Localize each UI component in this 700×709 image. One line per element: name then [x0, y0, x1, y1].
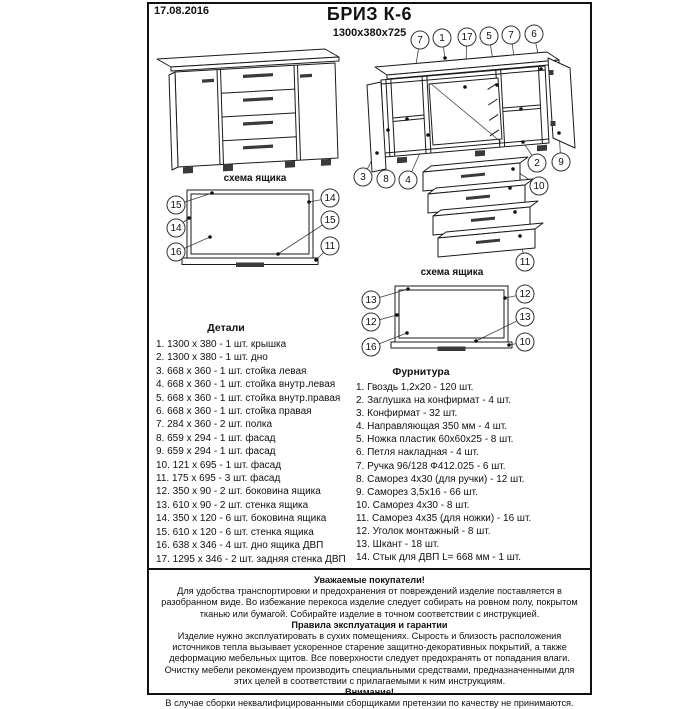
svg-text:10: 10: [533, 181, 545, 193]
parts-list-item: 16. 638 х 346 - 4 шт. дно ящика ДВП: [156, 540, 324, 552]
callout-3-side-left: [354, 168, 372, 186]
customer-notice: [147, 568, 592, 709]
parts-list-item: 14. 350 х 120 - 6 шт. боковина ящика: [156, 513, 327, 525]
svg-text:14: 14: [324, 193, 336, 205]
parts-list-item: 3. 668 х 360 - 1 шт. стойка левая: [156, 365, 307, 377]
hardware-list: [356, 366, 588, 564]
parts-list-item: 2. 1300 х 380 - 1 шт. дно: [156, 352, 268, 364]
hardware-list-item: 5. Ножка пластик 60х60х25 - 8 шт.: [356, 434, 514, 446]
notice-heading: Уважаемые покупатели!: [314, 575, 425, 585]
callout-13-wall: [362, 291, 380, 309]
hardware-list-item: 14. Стык для ДВП L= 668 мм - 1 шт.: [356, 552, 521, 564]
hinge-icon: [549, 70, 554, 75]
hardware-list-item: 2. Заглушка на конфирмат - 4 шт.: [356, 395, 512, 407]
svg-text:17: 17: [461, 32, 473, 44]
notice-paragraph: В случае сборки неквалифицированными сборщиками претензии по качеству не принимаются.: [165, 698, 574, 709]
hardware-list-item: 8. Саморез 4х30 (для ручки) - 12 шт.: [356, 473, 525, 485]
parts-list-item: 11. 175 х 695 - 3 шт. фасад: [156, 473, 281, 485]
drawer-handle: [438, 347, 466, 352]
callout-12-side: [516, 285, 534, 303]
callout-17-back: [458, 28, 476, 46]
callout-5-partition: [480, 27, 498, 45]
svg-text:7: 7: [417, 35, 423, 47]
svg-text:1: 1: [439, 33, 445, 45]
callout-7-shelf-left: [411, 31, 429, 49]
svg-text:11: 11: [519, 257, 531, 269]
svg-text:3: 3: [360, 172, 366, 184]
parts-list-item: 8. 659 х 294 - 1 шт. фасад: [156, 432, 276, 444]
figure-title: схема ящика: [420, 267, 484, 278]
callout-12-side: [362, 313, 380, 331]
svg-text:15: 15: [324, 215, 336, 227]
parts-list-title: Детали: [207, 322, 245, 334]
svg-text:4: 4: [405, 175, 411, 187]
foot: [183, 167, 193, 174]
callout-9-door-right: [552, 153, 570, 171]
parts-list-item: 5. 668 х 360 - 1 шт. стойка внутр.правая: [156, 392, 341, 404]
callout-10-facade-small: [530, 177, 548, 195]
foot: [285, 161, 295, 168]
callout-16-bottom: [167, 243, 185, 261]
svg-text:6: 6: [531, 29, 537, 41]
svg-text:11: 11: [324, 241, 336, 253]
callout-11-facade: [321, 237, 339, 255]
svg-text:16: 16: [365, 342, 377, 354]
hardware-list-items: [356, 381, 588, 564]
parts-list-item: 6. 668 х 360 - 1 шт. стойка правая: [156, 406, 312, 418]
svg-text:2: 2: [534, 158, 540, 170]
svg-text:14: 14: [170, 223, 182, 235]
notice-heading: Правила эксплуатация и гарантии: [291, 619, 448, 630]
notice-heading: Внимание!: [345, 687, 394, 698]
parts-list-item: 10. 121 х 695 - 1 шт. фасад: [156, 459, 282, 471]
svg-text:13: 13: [519, 312, 531, 324]
figure-front-view: [157, 49, 339, 174]
callout-1-top: [433, 29, 451, 47]
svg-text:15: 15: [170, 200, 182, 212]
svg-text:7: 7: [508, 30, 514, 42]
callout-16-bottom: [362, 338, 380, 356]
callout-4-partition-left: [399, 171, 417, 189]
parts-list-item: 13. 610 х 90 - 2 шт. стенка ящика: [156, 499, 309, 511]
technical-drawings: [145, 20, 595, 370]
parts-list: [156, 322, 356, 566]
hardware-list-item: 11. Саморез 4х35 (для ножки) - 16 шт.: [356, 512, 532, 524]
foot: [475, 150, 485, 156]
callout-13-wall: [516, 308, 534, 326]
callout-8-door-left: [377, 170, 395, 188]
parts-list-item: 12. 350 х 90 - 2 шт. боковина ящика: [156, 486, 321, 498]
page-title: БРИЗ К-6: [326, 4, 413, 24]
notice-paragraph: Изделие нужно эксплуатировать в сухих помещениях. Сырость и близость расположения источников тепла вызывает ускоренное старение защитно-декоративных покрытий, а также деформацию мебельных щитов. Все поверхности следует предохранять от попадания влаги. Очистку мебели рекомендуем производить специальными средствами, предназначенными для этих целей в соответствии с прилагаемыми к ним инструкциям.: [164, 631, 575, 686]
hardware-list-title: Фурнитура: [392, 366, 450, 378]
svg-text:12: 12: [519, 289, 531, 301]
foot: [321, 159, 331, 166]
hardware-list-item: 9. Саморез 3,5х16 - 66 шт.: [356, 486, 478, 498]
svg-text:12: 12: [365, 317, 377, 329]
figure-drawer-scheme-large: [167, 173, 339, 267]
callout-2-bottom: [528, 154, 546, 172]
callout-6-side-right: [525, 25, 543, 43]
hardware-list-item: 10. Саморез 4х30 - 8 шт.: [356, 499, 470, 511]
product-dimensions: 1300х380х725: [332, 27, 407, 39]
foot: [397, 157, 407, 163]
hardware-list-item: 13. Шкант - 18 шт.: [356, 539, 440, 551]
hardware-list-item: 6. Петля накладная - 4 шт.: [356, 447, 479, 459]
parts-list-item: 9. 659 х 294 - 1 шт. фасад: [156, 446, 276, 458]
hinge-icon: [551, 121, 556, 126]
notice-paragraph: Для удобства транспортировки и предохранения от повреждений изделие поставляется в разобранном виде. Во избежание перекоса изделие следует собирать на ровном полу, покрытом тканью или бумагой. Собирайте изделие в точном соответствии с инструкцией.: [161, 586, 578, 619]
callout-14-side: [321, 189, 339, 207]
hardware-list-item: 7. Ручка 96/128 Ф412.025 - 6 шт.: [356, 460, 506, 472]
parts-list-item: 1. 1300 х 380 - 1 шт. крышка: [156, 339, 287, 350]
hardware-list-item: 4. Направляющая 350 мм - 4 шт.: [356, 421, 507, 433]
svg-text:5: 5: [486, 31, 492, 43]
svg-text:16: 16: [170, 247, 182, 259]
parts-list-item: 4. 668 х 360 - 1 шт. стойка внутр.левая: [156, 379, 336, 391]
callout-15-wall: [167, 196, 185, 214]
callout-14-side: [167, 219, 185, 237]
callout-15-wall: [321, 211, 339, 229]
parts-list-item: 17. 1295 х 346 - 2 шт. задняя стенка ДВП: [156, 553, 346, 565]
callout-10-facade: [516, 333, 534, 351]
callout-11-facade-large: [516, 253, 534, 271]
hardware-list-item: 1. Гвоздь 1,2х20 - 120 шт.: [356, 382, 474, 393]
callout-7-shelf-right: [502, 26, 520, 44]
drawer-walls-outer: [187, 190, 313, 258]
document-date: 17.08.2016: [154, 5, 210, 17]
drawer-handle: [236, 263, 264, 268]
svg-text:13: 13: [365, 295, 377, 307]
hardware-list-item: 3. Конфирмат - 32 шт.: [356, 408, 458, 420]
hardware-list-item: 12. Уголок монтажный - 8 шт.: [356, 526, 491, 538]
parts-list-item: 15. 610 х 120 - 6 шт. стенка ящика: [156, 526, 314, 538]
foot: [537, 145, 547, 151]
svg-text:8: 8: [383, 174, 389, 186]
foot: [223, 164, 233, 171]
svg-text:9: 9: [558, 157, 564, 169]
parts-list-items: [156, 338, 356, 566]
figure-drawer-stack: [423, 157, 548, 271]
svg-text:10: 10: [519, 337, 531, 349]
figure-title: схема ящика: [223, 173, 287, 184]
drawer-walls-inner: [399, 290, 504, 338]
parts-list-item: 7. 284 х 360 - 2 шт. полка: [156, 419, 273, 431]
figure-drawer-scheme-small: [362, 267, 534, 356]
